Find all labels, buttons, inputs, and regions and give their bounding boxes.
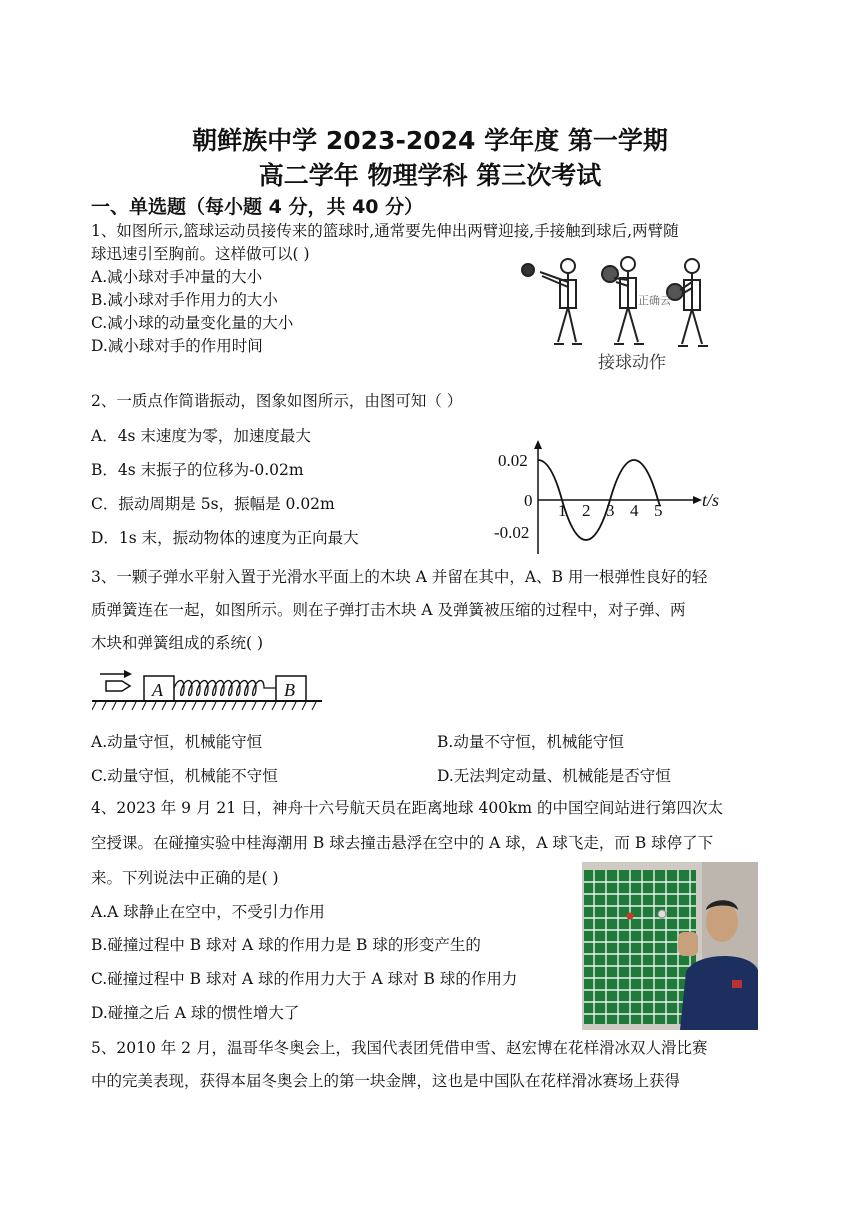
q3-spring-figure	[92, 668, 324, 712]
x-tick-3: 3	[606, 501, 615, 520]
q3-option-b: B.动量不守恒，机械能守恒	[437, 733, 624, 751]
q2-option-b: B．4s 末振子的位移为-0.02m	[91, 461, 304, 479]
q2-option-c: C．振动周期是 5s，振幅是 0.02m	[91, 495, 335, 513]
q4-stem-line1: 4、2023 年 9 月 21 日，神舟十六号航天员在距离地球 400km 的中国空间站进行第四次太	[91, 799, 724, 817]
y-axis-arrow	[534, 440, 542, 449]
q1-figure-caption: 接球动作	[598, 353, 666, 373]
ball-a	[627, 913, 634, 920]
x-tick-2: 2	[582, 501, 591, 520]
q1-option-d: D.减小球对手的作用时间	[91, 337, 263, 355]
spring-coil	[174, 681, 276, 696]
q4-option-d: D.碰撞之后 A 球的惯性增大了	[91, 1004, 300, 1022]
astronaut-photo-svg	[582, 862, 758, 1030]
q1-option-b: B.减小球对手作用力的大小	[91, 291, 278, 309]
watermark-text: 正确云	[638, 294, 671, 307]
y-tick-zero: 0	[524, 491, 533, 510]
q3-option-a: A.动量守恒，机械能守恒	[91, 733, 263, 751]
q2-vibration-graph	[490, 438, 730, 558]
block-b-label: B	[284, 680, 295, 700]
q1-stem-line1: 1、如图所示,篮球运动员接传来的篮球时,通常要先伸出两臂迎接,手接触到球后,两臂随	[91, 222, 679, 240]
exam-title-line2: 高二学年 物理学科 第三次考试	[258, 161, 602, 190]
q4-option-a: A.A 球静止在空中，不受引力作用	[91, 903, 325, 921]
q1-stem-line2: 球迅速引至胸前。这样做可以( )	[91, 245, 310, 263]
q1-option-c: C.减小球的动量变化量的大小	[91, 314, 294, 332]
x-tick-4: 4	[630, 501, 639, 520]
velocity-arrowhead	[124, 670, 132, 678]
q2-stem: 2、一质点作简谐振动，图象如图所示，由图可知（ ）	[91, 392, 463, 410]
spring-system-svg	[92, 668, 324, 712]
section-heading: 一、单选题（每小题 4 分，共 40 分）	[91, 196, 424, 218]
ground-hatch	[92, 702, 316, 710]
q1-option-a: A.减小球对手冲量的大小	[91, 268, 263, 286]
x-axis-arrow	[693, 496, 702, 504]
q4-stem-line3: 来。下列说法中正确的是( )	[91, 869, 279, 887]
ball-b	[658, 910, 666, 918]
q4-stem-line2: 空授课。在碰撞实验中桂海潮用 B 球去撞击悬浮在空中的 A 球，A 球飞走，而 B 球停了下	[91, 834, 714, 852]
astronaut-head	[706, 902, 738, 942]
y-tick-bottom: -0.02	[494, 523, 530, 542]
q4-space-station-photo	[582, 862, 758, 1030]
x-axis-label: t/s	[702, 490, 720, 510]
astronaut-hand	[678, 932, 698, 956]
bullet-shape	[106, 681, 130, 691]
q3-stem-line2: 质弹簧连在一起，如图所示。则在子弹打击木块 A 及弹簧被压缩的过程中，对子弹、两	[91, 601, 686, 619]
exam-title-line1: 朝鲜族中学 2023-2024 学年度 第一学期	[192, 126, 668, 155]
q3-option-d: D.无法判定动量、机械能是否守恒	[437, 767, 671, 785]
q3-stem-line3: 木块和弹簧组成的系统( )	[91, 634, 264, 652]
block-a-label: A	[152, 680, 163, 700]
q3-stem-line1: 3、一颗子弹水平射入置于光滑水平面上的木块 A 并留在其中，A、B 用一根弹性良好的轻	[91, 568, 708, 586]
astronaut-suit	[680, 956, 758, 1030]
y-tick-top: 0.02	[498, 451, 528, 470]
q4-option-b: B.碰撞过程中 B 球对 A 球的作用力是 B 球的形变产生的	[91, 936, 481, 954]
x-tick-1: 1	[558, 501, 567, 520]
sine-graph-svg	[490, 438, 730, 558]
q4-option-c: C.碰撞过程中 B 球对 A 球的作用力大于 A 球对 B 球的作用力	[91, 970, 518, 988]
q2-option-d: D．1s 末，振动物体的速度为正向最大	[91, 529, 359, 547]
q1-catch-figure	[510, 252, 730, 372]
q3-option-c: C.动量守恒，机械能不守恒	[91, 767, 278, 785]
q5-stem-line1: 5、2010 年 2 月，温哥华冬奥会上，我国代表团凭借申雪、赵宏博在花样滑冰双人滑比赛	[91, 1039, 708, 1057]
q2-option-a: A．4s 末速度为零，加速度最大	[91, 427, 311, 445]
q5-stem-line2: 中的完美表现，获得本届冬奥会上的第一块金牌，这也是中国队在花样滑冰赛场上获得	[91, 1072, 681, 1090]
x-tick-5: 5	[654, 501, 663, 520]
